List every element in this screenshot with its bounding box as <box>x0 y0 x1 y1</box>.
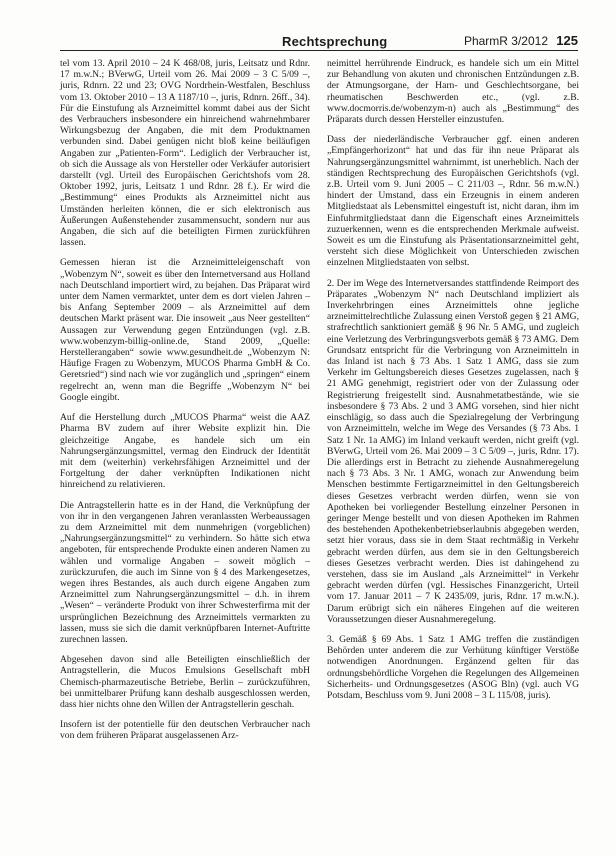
section-title: Rechtsprechung <box>282 34 388 49</box>
paragraph: Insofern ist der potentielle für den deutschen Verbraucher nach von dem früheren Präparat ausgelassenen Arz- <box>60 719 310 742</box>
paragraph: Abgesehen davon sind alle Beteiligten einschließlich der Antragstellerin, die Mucos Emulsions Gesellschaft mbH Chemisch-pharmazeutische Betriebe, Berlin – zurückzuführen, bei unmittelbarer Prüfung kann deshalb ausgeschlossen werden, dass hier nichts ohne den Willen der Antragstellerin geschah. <box>60 654 310 710</box>
paragraph: neimittel herrührende Eindruck, es handele sich um ein Mittel zur Behandlung von akuten und chronischen Entzündungen z.B. der Atmungsorgane, der Harn- und Geschlechtsorgane, bei rheumatischen Beschwerden etc., (vgl. z.B. www.docmorris.de/wobenzym-n) auch als „Bestimmung“ des Präparats durch dessen Hersteller einzustufen. <box>327 58 579 126</box>
header-rule <box>60 50 578 51</box>
page-number: 125 <box>556 33 578 48</box>
paragraph: Die Antragstellerin hatte es in der Hand, die Verknüpfung der von ihr in den vergangenen Jahren veranlassten Werbeaussagen zu dem Arzneimittel mit dem nunmehrigen (vorgeblichen) „Nahrungsergänzungsmittel“ zu verhindern. So hätte sich etwa angeboten, für entsprechende Produkte einen anderen Namen zu wählen und vormalige Angaben – soweit möglich – zurückzurufen, die auch im Sinne von § 4 des Markengesetzes, wegen ihres Bestandes, als auch durch eigene Angaben zum Arzneimittel zum Nahrungsergänzungsmittel – d.h. in ihrem „Wesen“ – veränderte Produkt von ihrer Schwesterfirma mit der ursprünglichen Bezeichnung des Arzneimittels vermarkten zu lassen, muss sie sich die damit verknüpfbaren Internet-Auftritte zurechnen lassen. <box>60 499 310 645</box>
page-header <box>60 32 578 54</box>
right-column <box>327 58 579 710</box>
paragraph: Auf die Herstellung durch „MUCOS Pharma“ weist die AAZ Pharma BV zudem auf ihrer Website explizit hin. Die gleichzeitige Angabe, es handele sich um ein Nahrungsergänzungsmittel, vermag den Eindruck der Identität mit dem (weiterhin) verkehrsfähigen Arzneimittel und der Fortgeltung der daher verknüpften Indikationen nicht hinreichend zu relativieren. <box>60 412 310 491</box>
paragraph: tel vom 13. April 2010 – 24 K 468/08, juris, Leitsatz und Rdnr. 17 m.w.N.; BVerwG, Urteil vom 26. Mai 2009 – 3 C 5/09 –, juris, Rdnrn. 22 und 23; OVG Nordrhein-Westfalen, Beschluss vom 13. Oktober 2010 – 13 A 1187/10 –, juris, Rdnrn. 26ff., 34). Für die Einstufung als Arzneimittel kommt dabei aus der Sicht des Verbrauchers insbesondere ein hinreichend wahrnehmbarer Wirkungsbezug der Angaben, die mit dem Produktnamen verbunden sind. Dabei genügen nicht bloß keine beiläufigen Angaben zur „Patienten-Form“. Lediglich der Verbraucher ist, ob sich die Aussage als von Hersteller oder Verkäufer autorisiert darstellt (vgl. Urteil des Europäischen Gerichtshofs vom 28. Oktober 1992, juris, Leitsatz 1 und Rdnr. 28 f.). Er wird die „Bestimmung“ eines Produkts als Arzneimittel nicht aus Umständen herleiten können, die er sich elektronisch aus Äußerungen Außenstehender zusammensucht, sondern nur aus Angaben, die sich auf die beteiligten Firmen zurückführen lassen. <box>60 58 310 249</box>
paragraph: Gemessen hieran ist die Arzneimitteleigenschaft von „Wobenzym N“, soweit es über den Internetversand aus Holland nach Deutschland importiert wird, zu bejahen. Das Präparat wird unter dem Namen vermarktet, unter dem es dort vielen Jahren – bis Anfang September 2009 – als Arzneimittel auf dem deutschen Markt präsent war. Die insoweit „aus Neer gestellten“ Aussagen zur Verwendung gegen Entzündungen (vgl. z.B. www.wobenzym-billig-online.de, Stand 2009, „Quelle: Herstellerangaben“ sowie www.gesundheit.de „Wobenzym N: Häufige Fragen zu Wobenzym, MUCOS Pharma GmbH & Co. Geretsried“) sind nach wie vor zugänglich und „springen“ einem regelrecht an, wenn man die Begriffe „Wobenzym N“ bei Google eingibt. <box>60 257 310 403</box>
paragraph: 3. Gemäß § 69 Abs. 1 Satz 1 AMG treffen die zuständigen Behörden unter anderem die zur Verhütung künftiger Verstöße notwendigen Anordnungen. Ergänzend gelten für das ordnungsbehördliche Vorgehen die Regelungen des Allgemeinen Sicherheits- und Ordnungsgesetzes (ASOG Bln) (vgl. auch VG Potsdam, Beschluss vom 9. Juni 2008 – 3 L 115/08, juris). <box>327 633 579 701</box>
left-column <box>60 58 310 751</box>
journal-issue: PharmR 3/2012 <box>463 34 548 48</box>
paragraph: Dass der niederländische Verbraucher ggf. einen anderen „Empfängerhorizont“ hat und das für ihn neue Präparat als Nahrungsergänzungsmittel wahrnimmt, ist unerheblich. Nach der ständigen Rechtsprechung des Europäischen Gerichtshofs (vgl. z.B. Urteil vom 9. Juni 2005 – C 211/03 –, Rdnr. 56 m.w.N.) hindert der Umstand, dass ein Erzeugnis in einem anderen Mitgliedstaat als Lebensmittel eingestuft ist, nicht daran, ihm im Einfuhrmitgliedstaat dann die Eigenschaft eines Arzneimittels zuzuerkennen, wenn es die entsprechenden Merkmale aufweist. Soweit es um die Einstufung als Präsentationsarzneimittel geht, versteht sich diese Möglichkeit von Unterschieden zwischen einzelnen Mitgliedstaaten von selbst. <box>327 134 579 269</box>
paragraph: 2. Der im Wege des Internetversandes stattfindende Reimport des Präparates „Wobenzym N“ nach Deutschland impliziert als Inverkehrbringen eines Arzneimittels ohne jegliche arzneimittelrechtliche Zulassung einen Verstoß gegen § 21 AMG, strafrechtlich sanktioniert gemäß § 96 Nr. 5 AMG, und zugleich eine Verletzung des Verbringungsverbots gemäß § 73 AMG. Dem Grundsatz entspricht für die Verbringung von Arzneimitteln in das Inland ist nach § 73 Abs. 1 Satz 1 AMG, dass sie zum Verkehr im Geltungsbereich dieses Gesetzes zugelassen, nach § 21 AMG genehmigt, registriert oder von der Zulassung oder Registrierung freigestellt sind. Ausnahmetatbestände, wie sie insbesondere § 73 Abs. 2 und 3 AMG vorsehen, sind hier nicht einschlägig, so dass auch die Spezialregelung der Verbringung von Arzneimitteln, welche im Wege des Versandes (§ 73 Abs. 1 Satz 1 Nr. 1a AMG) im Inland verkauft werden, nicht greift (vgl. BVerwG, Urteil vom 26. Mai 2009 – 3 C 5/09 –, juris, Rdnr. 17). Die allerdings erst in Betracht zu ziehende Ausnahmeregelung nach § 73 Abs. 3 Nr. 1 AMG, wonach zur Anwendung beim Menschen bestimmte Fertigarzneimittel in den Geltungsbereich dieses Gesetzes verbracht werden dürfen, wenn sie von Apotheken bei vorliegender Bestellung einzelner Personen in geringer Menge bestellt und von diesen Apotheken im Rahmen des bestehenden Apothekenbetriebserlaubnis abgegeben werden, setzt hier voraus, dass sie in dem Staat rechtmäßig in Verkehr gebracht werden dürfen, aus dem sie in den Geltungsbereich dieses Gesetzes verbracht werden. Dies ist dahingehend zu verstehen, dass sie im Ausland „als Arzneimittel“ in Verkehr gebracht werden dürfen (vgl. Hessisches Finanzgericht, Urteil vom 17. Januar 2011 – 7 K 2435/09, juris, Rdnr. 17 m.w.N.). Darum erübrigt sich ein näheres Eingehen auf die weiteren Voraussetzungen dieser Ausnahmeregelung. <box>327 277 579 625</box>
